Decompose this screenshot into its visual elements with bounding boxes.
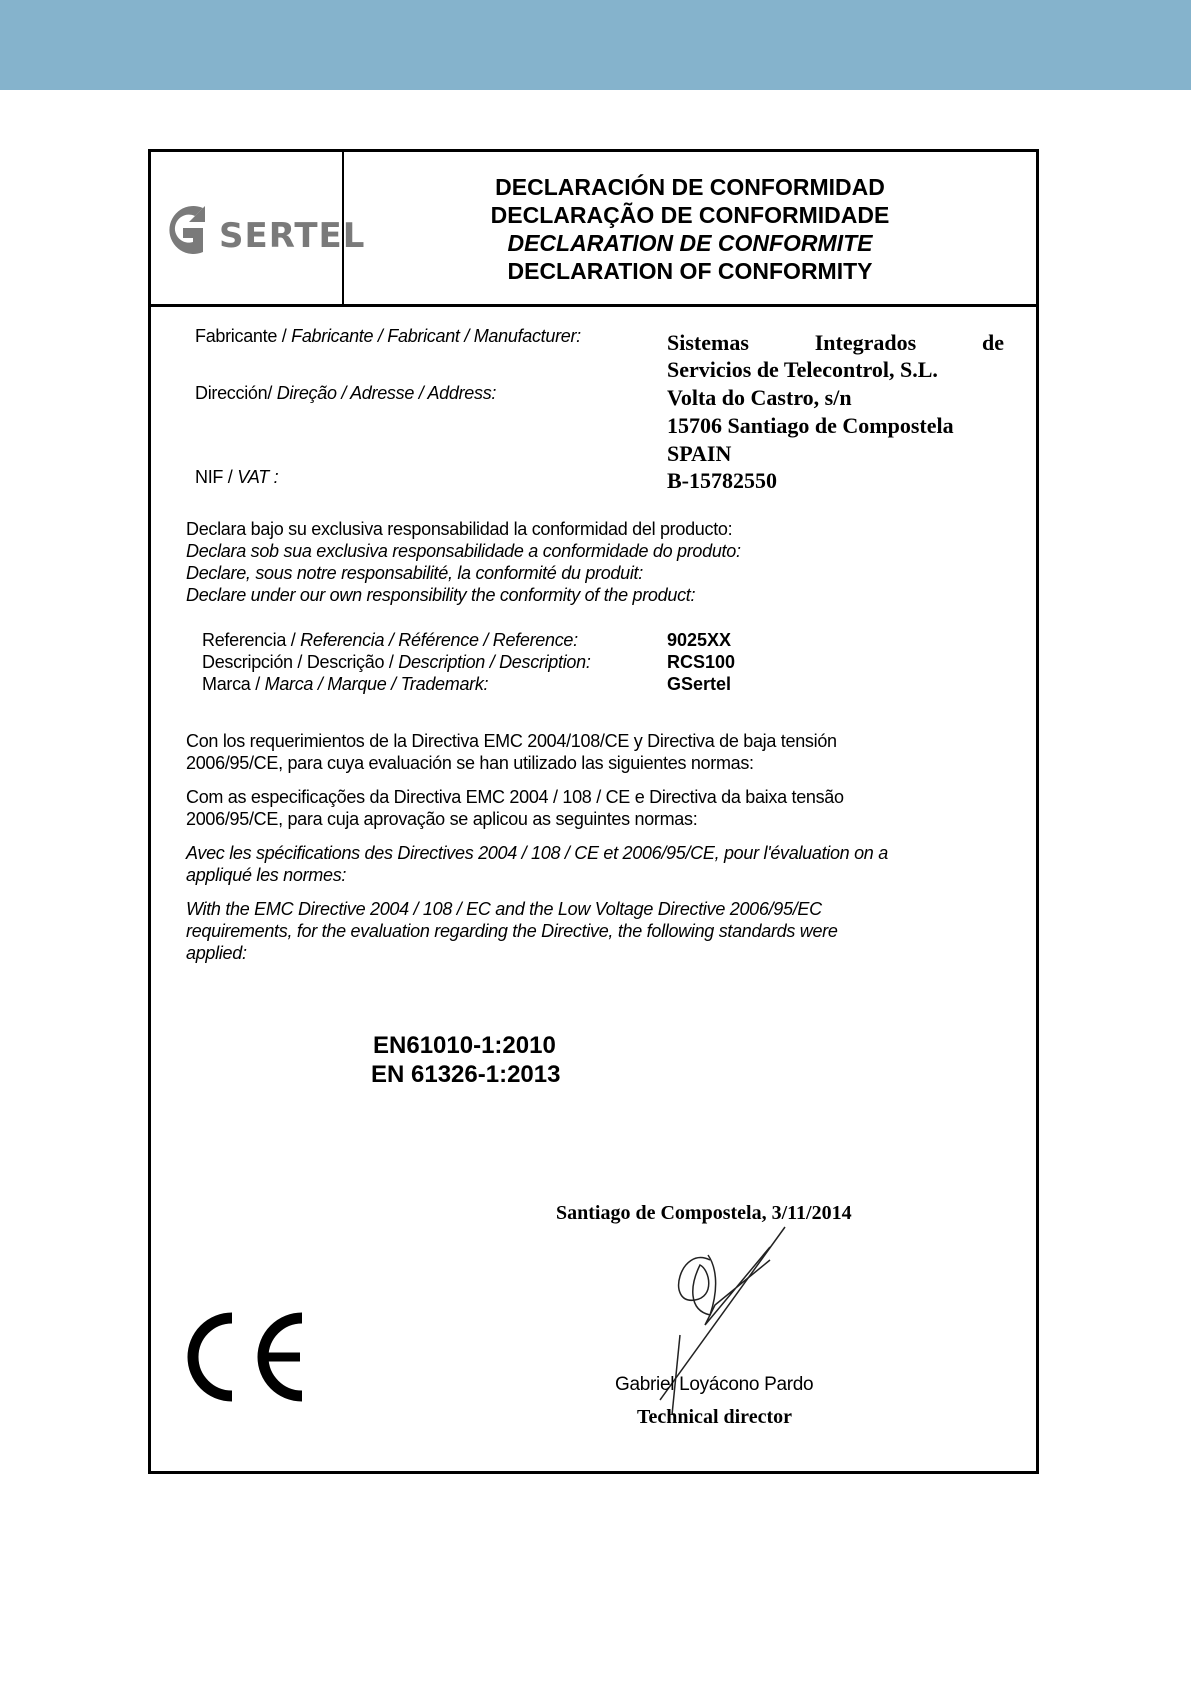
signatory-name: Gabriel Loyácono Pardo <box>615 1374 814 1395</box>
top-color-band <box>0 0 1191 90</box>
address-label: Dirección/ Direção / Adresse / Address: <box>195 383 497 403</box>
place-and-date: Santiago de Compostela, 3/11/2014 <box>556 1202 852 1224</box>
manufacturer-label: Fabricante / Fabricante / Fabricant / Manufacturer: <box>195 326 581 346</box>
requirements-en: With the EMC Directive 2004 / 108 / EC and the Low Voltage Directive 2006/95/EC requirements, for the evaluation regarding the Directive, the following standards were applied: <box>186 899 838 963</box>
document-header <box>151 152 1036 307</box>
reference-value: 9025XX <box>667 630 732 650</box>
declaration-es: Declara bajo su exclusiva responsabilidad la conformidad del producto: <box>186 519 733 539</box>
trademark-label: Marca / Marca / Marque / Trademark: <box>202 674 489 694</box>
requirements-pt: Com as especificações da Directiva EMC 2004 / 108 / CE e Directiva da baixa tensão 2006/95/CE, para cuja aprovação se aplicou as seguintes normas: <box>186 787 844 829</box>
title-pt: DECLARAÇÃO DE CONFORMIDADE <box>490 202 890 228</box>
title-block <box>344 152 1036 304</box>
sertel-logo-icon <box>159 200 366 260</box>
requirements-es: Con los requerimientos de la Directiva EMC 2004/108/CE y Directiva de baja tensión 2006/95/CE, para cuya evaluación se han utilizado las siguientes normas: <box>186 731 837 773</box>
title-en: DECLARATION OF CONFORMITY <box>507 258 873 284</box>
standard-1: EN61010-1:2010 <box>373 1032 556 1059</box>
reference-label: Referencia / Referencia / Référence / Reference: <box>202 630 578 650</box>
standard-2: EN 61326-1:2013 <box>371 1061 561 1088</box>
description-value: RCS100 <box>667 652 736 672</box>
declaration-en: Declare under our own responsibility the conformity of the product: <box>186 585 696 605</box>
requirements-fr: Avec les spécifications des Directives 2004 / 108 / CE et 2006/95/CE, pour l'évaluation on a appliqué les normes: <box>186 843 888 885</box>
manufacturer-name-line2: Servicios de Telecontrol, S.L. <box>667 357 938 382</box>
declaration-fr: Declare, sous notre responsabilité, la conformité du produit: <box>186 563 643 583</box>
manufacturer-name-line1: Sistemas Integrados de <box>667 330 1004 355</box>
title-es: DECLARACIÓN DE CONFORMIDAD <box>495 174 885 200</box>
description-label: Descripción / Descrição / Description / Description: <box>202 652 591 672</box>
vat-value: B-15782550 <box>667 468 777 493</box>
title-fr: DECLARATION DE CONFORMITE <box>507 230 873 256</box>
trademark-value: GSertel <box>667 674 732 694</box>
ce-mark-icon <box>190 1312 315 1402</box>
address-line3: SPAIN <box>667 441 732 466</box>
address-line1: Volta do Castro, s/n <box>667 385 852 410</box>
signatory-title: Technical director <box>637 1406 792 1428</box>
declaration-block <box>186 518 741 606</box>
vat-label: NIF / VAT : <box>195 467 279 487</box>
logo-wordmark: SERTEL <box>219 216 366 256</box>
declaration-pt: Declara sob sua exclusiva responsabilidade a conformidade do produto: <box>186 541 741 561</box>
sertel-logo <box>151 152 366 304</box>
address-line2: 15706 Santiago de Compostela <box>667 413 954 438</box>
